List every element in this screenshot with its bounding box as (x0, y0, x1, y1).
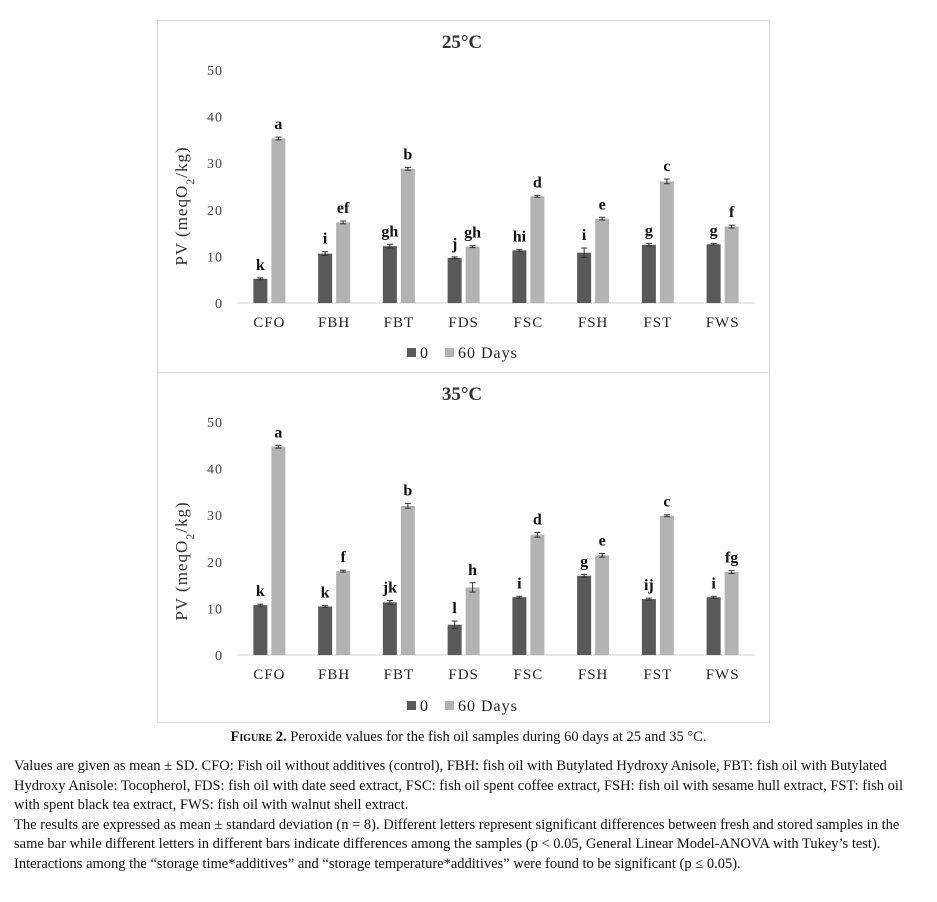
significance-label: ef (336, 199, 350, 217)
x-tick-label: FWS (705, 315, 740, 331)
significance-label: l (452, 599, 457, 617)
significance-label: b (403, 482, 413, 500)
significance-label: i (711, 575, 716, 593)
legend-label: 0 (420, 345, 429, 362)
bar (577, 253, 591, 303)
bar (383, 602, 397, 655)
x-tick-label: FST (643, 315, 673, 331)
bar (271, 447, 285, 655)
y-tick-label: 40 (207, 462, 223, 478)
bar (466, 587, 480, 655)
legend-swatch (407, 701, 416, 710)
bar (253, 279, 267, 303)
bar (642, 245, 656, 303)
bar (707, 597, 721, 655)
significance-label: f (340, 549, 346, 567)
statistics-note: The results are expressed as mean ± standard deviation (n = 8). Different letters represent significant differences between fresh and stored samples in the same bar while different letters in different bars indicate differences among the samples (p < 0.05, General Linear Model-ANOVA with Tukey’s test). Interactions among the “storage time*additives” and “storage temperature*additives” were found to be significant (p ≤ 0.05). (14, 816, 900, 872)
chart-panel-25c (157, 20, 770, 372)
bar (253, 605, 267, 655)
legend-swatch (445, 348, 454, 357)
significance-label: e (598, 196, 606, 214)
significance-label: d (532, 511, 542, 529)
bar (595, 219, 609, 303)
significance-label: c (663, 158, 671, 176)
figure-notes (14, 757, 929, 874)
significance-label: g (709, 222, 718, 240)
significance-label: hi (512, 228, 527, 246)
y-tick-label: 10 (207, 250, 223, 266)
significance-label: k (255, 256, 265, 274)
significance-label: fg (724, 549, 739, 567)
significance-label: k (255, 583, 265, 601)
bar (383, 246, 397, 303)
bar (660, 516, 674, 655)
y-tick-label: 50 (207, 416, 223, 431)
x-tick-label: FSH (577, 315, 609, 331)
y-tick-label: 30 (207, 509, 223, 525)
x-tick-label: FST (643, 667, 673, 683)
significance-label: j (451, 235, 458, 253)
bar (642, 599, 656, 655)
bar (530, 196, 544, 303)
bar (577, 576, 591, 655)
bar (401, 506, 415, 655)
bar (725, 572, 739, 655)
significance-label: a (274, 424, 283, 442)
y-tick-label: 20 (207, 203, 223, 219)
bar (707, 244, 721, 303)
chart-title: 35°C (441, 384, 483, 405)
bar (336, 222, 350, 303)
x-tick-label: FDS (448, 667, 479, 683)
significance-label: c (663, 493, 671, 511)
abbreviations-note: Values are given as mean ± SD. CFO: Fish oil without additives (control), FBH: fish oil with Butylated Hydroxy Anisole, FBT: fish oil with Butylated Hydroxy Anisole: Tocopherol, FDS: fish oil with date seed extract, FSC: fish oil spent coffee extract, FSH: fish oil with sesame hull extract, FST: fish oil with spent black tea extract, FWS: fish oil with walnut shell extract. (14, 758, 903, 813)
chart-title: 25°C (441, 32, 483, 53)
bar (725, 227, 739, 303)
bar (595, 555, 609, 655)
significance-label: gh (464, 224, 482, 242)
y-tick-label: 40 (207, 110, 223, 126)
significance-label: g (580, 553, 589, 571)
bar (448, 258, 462, 303)
y-tick-label: 10 (207, 602, 223, 618)
significance-label: i (581, 227, 587, 245)
significance-label: h (468, 561, 478, 579)
significance-label: i (517, 575, 522, 593)
x-tick-label: FBH (318, 667, 351, 683)
bar (318, 254, 332, 303)
significance-label: k (320, 584, 330, 602)
x-tick-label: FBH (318, 315, 351, 331)
x-tick-label: FBT (383, 315, 415, 331)
bar (336, 571, 350, 655)
significance-label: f (728, 204, 735, 222)
figure-caption-text: Peroxide values for the fish oil samples during 60 days at 25 and 35 °C. (286, 729, 707, 745)
significance-label: d (532, 174, 542, 192)
bar (512, 597, 526, 655)
chart-panel-35c (157, 373, 770, 723)
y-tick-label: 30 (207, 157, 223, 173)
bar (401, 169, 415, 303)
legend-swatch (445, 701, 454, 710)
bar (512, 250, 526, 303)
x-tick-label: FWS (705, 667, 740, 683)
legend-label: 60 Days (458, 345, 518, 362)
legend-swatch (407, 348, 416, 357)
x-tick-label: CFO (253, 315, 286, 331)
significance-label: ij (643, 577, 654, 595)
bar (530, 535, 544, 655)
x-tick-label: FDS (448, 315, 479, 331)
y-tick-label: 0 (215, 297, 223, 312)
x-tick-label: FSC (513, 315, 544, 331)
y-axis-label: PV (meqO$_2$/kg) (172, 146, 197, 266)
bar (271, 139, 285, 303)
x-tick-label: CFO (253, 667, 286, 683)
significance-label: gh (381, 223, 399, 241)
y-tick-label: 0 (215, 649, 223, 664)
figure-caption (0, 729, 937, 746)
significance-label: jk (382, 579, 397, 597)
legend-label: 0 (420, 698, 429, 715)
bar (448, 625, 462, 655)
significance-label: i (322, 230, 328, 248)
significance-label: b (403, 146, 413, 164)
figure-label: Figure 2. (230, 729, 287, 745)
significance-label: a (274, 116, 283, 134)
significance-label: e (598, 532, 606, 550)
significance-label: g (644, 222, 653, 240)
bar (318, 607, 332, 655)
x-tick-label: FSC (513, 667, 544, 683)
bar (660, 181, 674, 303)
y-tick-label: 50 (207, 64, 223, 79)
y-tick-label: 20 (207, 555, 223, 571)
bar (466, 247, 480, 303)
y-axis-label: PV (meqO$_2$/kg) (172, 501, 197, 621)
x-tick-label: FSH (577, 667, 609, 683)
x-tick-label: FBT (383, 667, 415, 683)
legend-label: 60 Days (458, 698, 518, 715)
